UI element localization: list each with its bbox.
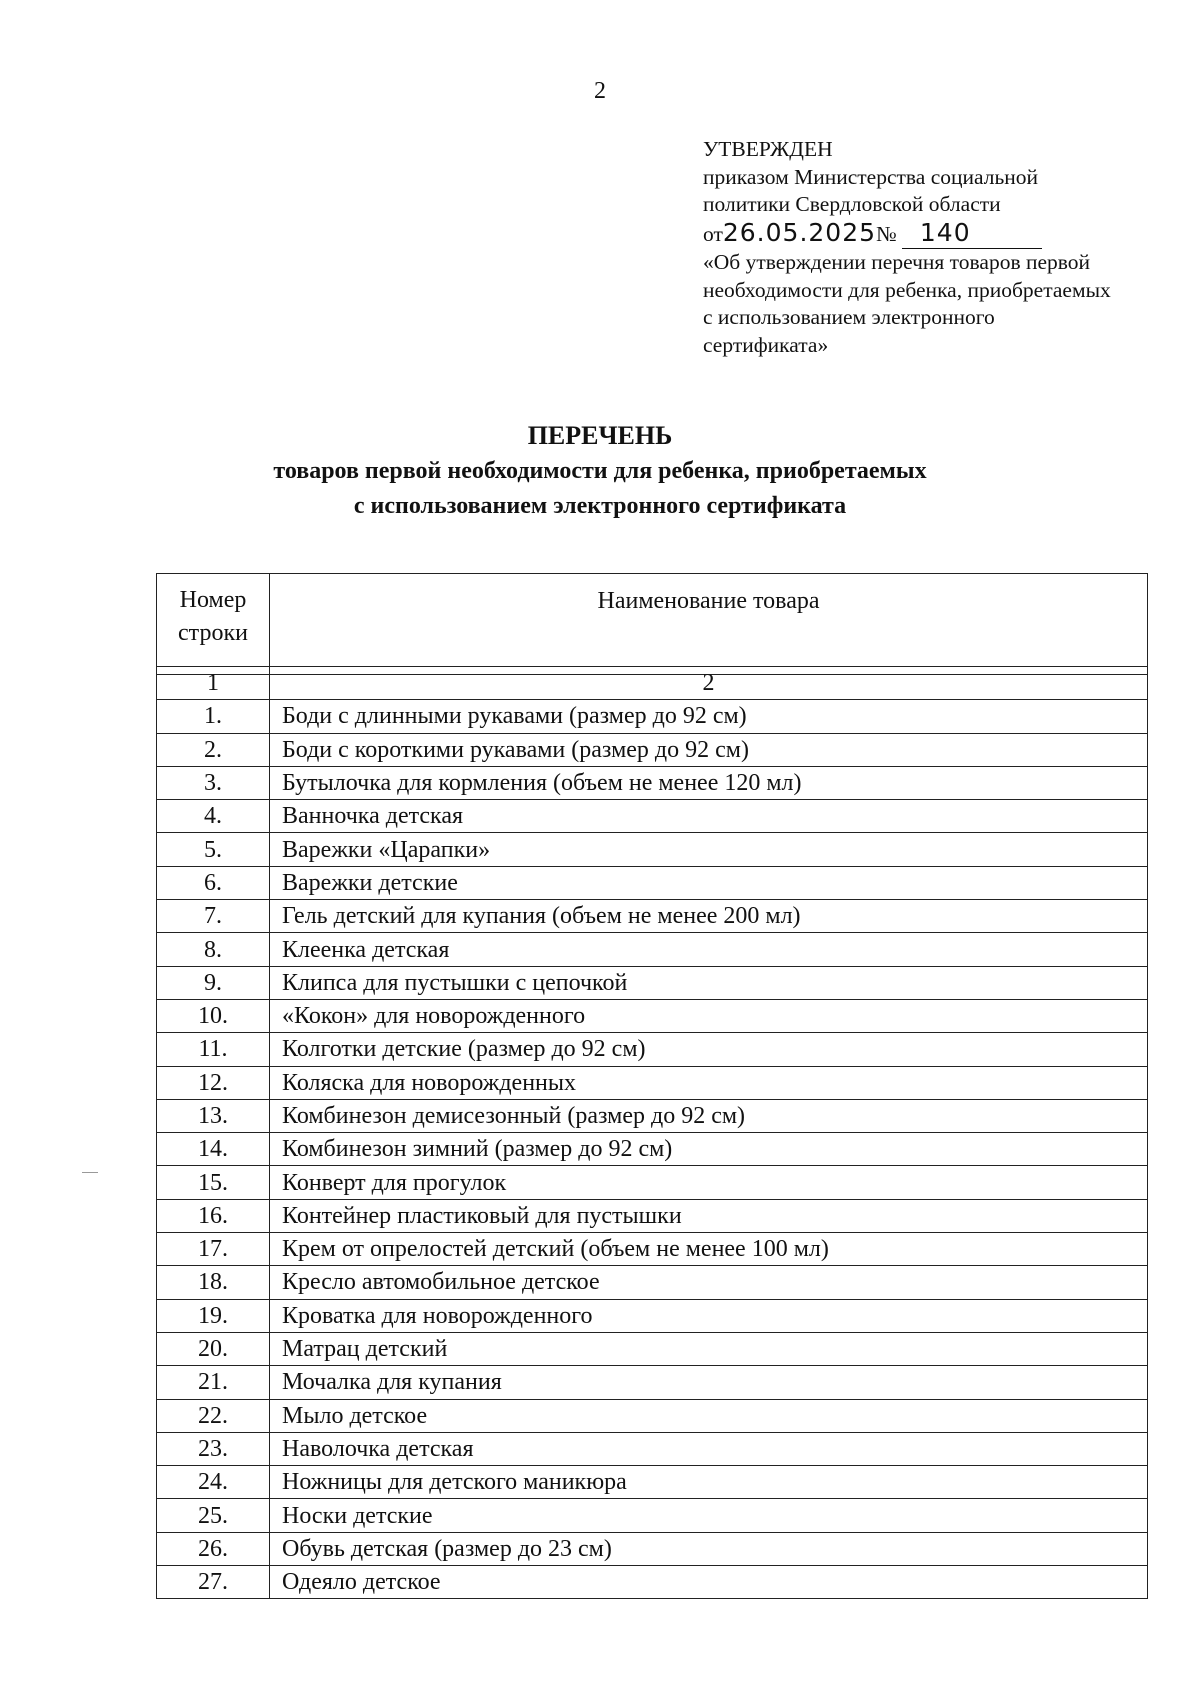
header-number-line-2: строки [178,620,248,646]
table-row [157,1033,1148,1066]
column-numbers-row [157,667,1148,700]
table-row [157,1166,1148,1199]
item-name: Кресло автомобильное детское [270,1266,1148,1299]
row-number: 3. [157,766,270,799]
table-row [157,1099,1148,1132]
item-name: Крем от опрелостей детский (объем не менее 100 мл) [270,1233,1148,1266]
approval-line-1: приказом Министерства социальной [703,164,1039,189]
item-name: Комбинезон демисезонный (размер до 92 см) [270,1099,1148,1132]
header-row [157,574,1148,675]
row-number: 25. [157,1499,270,1532]
row-number: 26. [157,1532,270,1565]
row-number: 24. [157,1466,270,1499]
row-number: 8. [157,933,270,966]
table-row [157,1432,1148,1465]
table-row [157,999,1148,1032]
item-name: Коляска для новорожденных [270,1066,1148,1099]
table-row [157,1233,1148,1266]
column-number-2: 2 [270,667,1148,700]
goods-table-body [157,667,1148,1599]
row-number: 19. [157,1299,270,1332]
item-name: Носки детские [270,1499,1148,1532]
approval-subject-line: «Об утверждении перечня товаров первой [703,250,1091,274]
row-number: 13. [157,1099,270,1132]
row-number: 22. [157,1399,270,1432]
header-name-cell: Наименование товара [270,574,1148,675]
table-row [157,1266,1148,1299]
row-number: 5. [157,833,270,866]
item-name: Кроватка для новорожденного [270,1299,1148,1332]
table-row [157,700,1148,733]
table-row [157,1399,1148,1432]
item-name: Одеяло детское [270,1566,1148,1599]
table-row [157,1566,1148,1599]
approval-subject-line: сертификата» [703,332,829,357]
row-number: 27. [157,1566,270,1599]
approval-subject-line: с использованием электронного [703,305,995,329]
approval-subject [703,249,1173,359]
approval-date-number [703,219,1173,250]
item-name: Гель детский для купания (объем не менее 200 мл) [270,900,1148,933]
item-name: Обувь детская (размер до 23 см) [270,1532,1148,1565]
item-name: Комбинезон зимний (размер до 92 см) [270,1133,1148,1166]
row-number: 11. [157,1033,270,1066]
row-number: 15. [157,1166,270,1199]
table-row [157,1332,1148,1365]
table-row [157,1299,1148,1332]
number-underline [902,219,1042,250]
approval-line-2: политики Свердловской области [703,192,1001,216]
item-name: Мочалка для купания [270,1366,1148,1399]
item-name: Матрац детский [270,1332,1148,1365]
row-number: 10. [157,999,270,1032]
approval-heading: УТВЕРЖДЕН [703,137,833,161]
document-title [0,418,1200,524]
table-row [157,1366,1148,1399]
handwritten-number: 140 [919,217,971,247]
item-name: Бутылочка для кормления (объем не менее 120 мл) [270,766,1148,799]
table-row [157,1499,1148,1532]
row-number: 12. [157,1066,270,1099]
table-row [157,766,1148,799]
row-number: 17. [157,1233,270,1266]
table-row [157,1133,1148,1166]
item-name: Контейнер пластиковый для пустышки [270,1199,1148,1232]
title-sub-1: товаров первой необходимости для ребенка, приобретаемых [273,458,927,484]
table-row [157,900,1148,933]
row-number: 16. [157,1199,270,1232]
column-number-1: 1 [157,667,270,700]
header-number-line-1: Номер [179,587,247,613]
row-number: 21. [157,1366,270,1399]
row-number: 18. [157,1266,270,1299]
item-name: «Кокон» для новорожденного [270,999,1148,1032]
row-number: 7. [157,900,270,933]
row-number: 14. [157,1133,270,1166]
table-row [157,866,1148,899]
item-name: Варежки детские [270,866,1148,899]
table-row [157,733,1148,766]
table-row [157,1532,1148,1565]
item-name: Колготки детские (размер до 92 см) [270,1033,1148,1066]
table-header [156,573,1148,675]
item-name: Мыло детское [270,1399,1148,1432]
row-number: 23. [157,1432,270,1465]
table-row [157,1066,1148,1099]
row-number: 1. [157,700,270,733]
item-name: Наволочка детская [270,1432,1148,1465]
approval-block [703,136,1173,359]
approval-subject-line: необходимости для ребенка, приобретаемых [703,277,1111,302]
item-name: Варежки «Царапки» [270,833,1148,866]
table-row [157,1199,1148,1232]
table-row [157,833,1148,866]
table-row [157,933,1148,966]
table-row [157,800,1148,833]
title-main: ПЕРЕЧЕНЬ [527,421,673,450]
goods-table [156,666,1148,1599]
row-number: 2. [157,733,270,766]
title-sub-2: с использованием электронного сертификата [353,493,847,519]
handwritten-date: 26.05.2025 [722,217,877,247]
item-name: Ванночка детская [270,800,1148,833]
item-name: Боди с длинными рукавами (размер до 92 см) [270,700,1148,733]
item-name: Клеенка детская [270,933,1148,966]
item-name: Ножницы для детского маникюра [270,1466,1148,1499]
item-name: Боди с короткими рукавами (размер до 92 см) [270,733,1148,766]
item-name: Клипса для пустышки с цепочкой [270,966,1148,999]
table-row [157,1466,1148,1499]
number-prefix: № [876,221,897,246]
row-number: 9. [157,966,270,999]
header-number-cell [157,574,270,675]
date-prefix: от [703,221,723,246]
row-number: 6. [157,866,270,899]
margin-mark [82,1172,98,1173]
row-number: 20. [157,1332,270,1365]
table-row [157,966,1148,999]
item-name: Конверт для прогулок [270,1166,1148,1199]
row-number: 4. [157,800,270,833]
page-number: 2 [594,78,606,104]
